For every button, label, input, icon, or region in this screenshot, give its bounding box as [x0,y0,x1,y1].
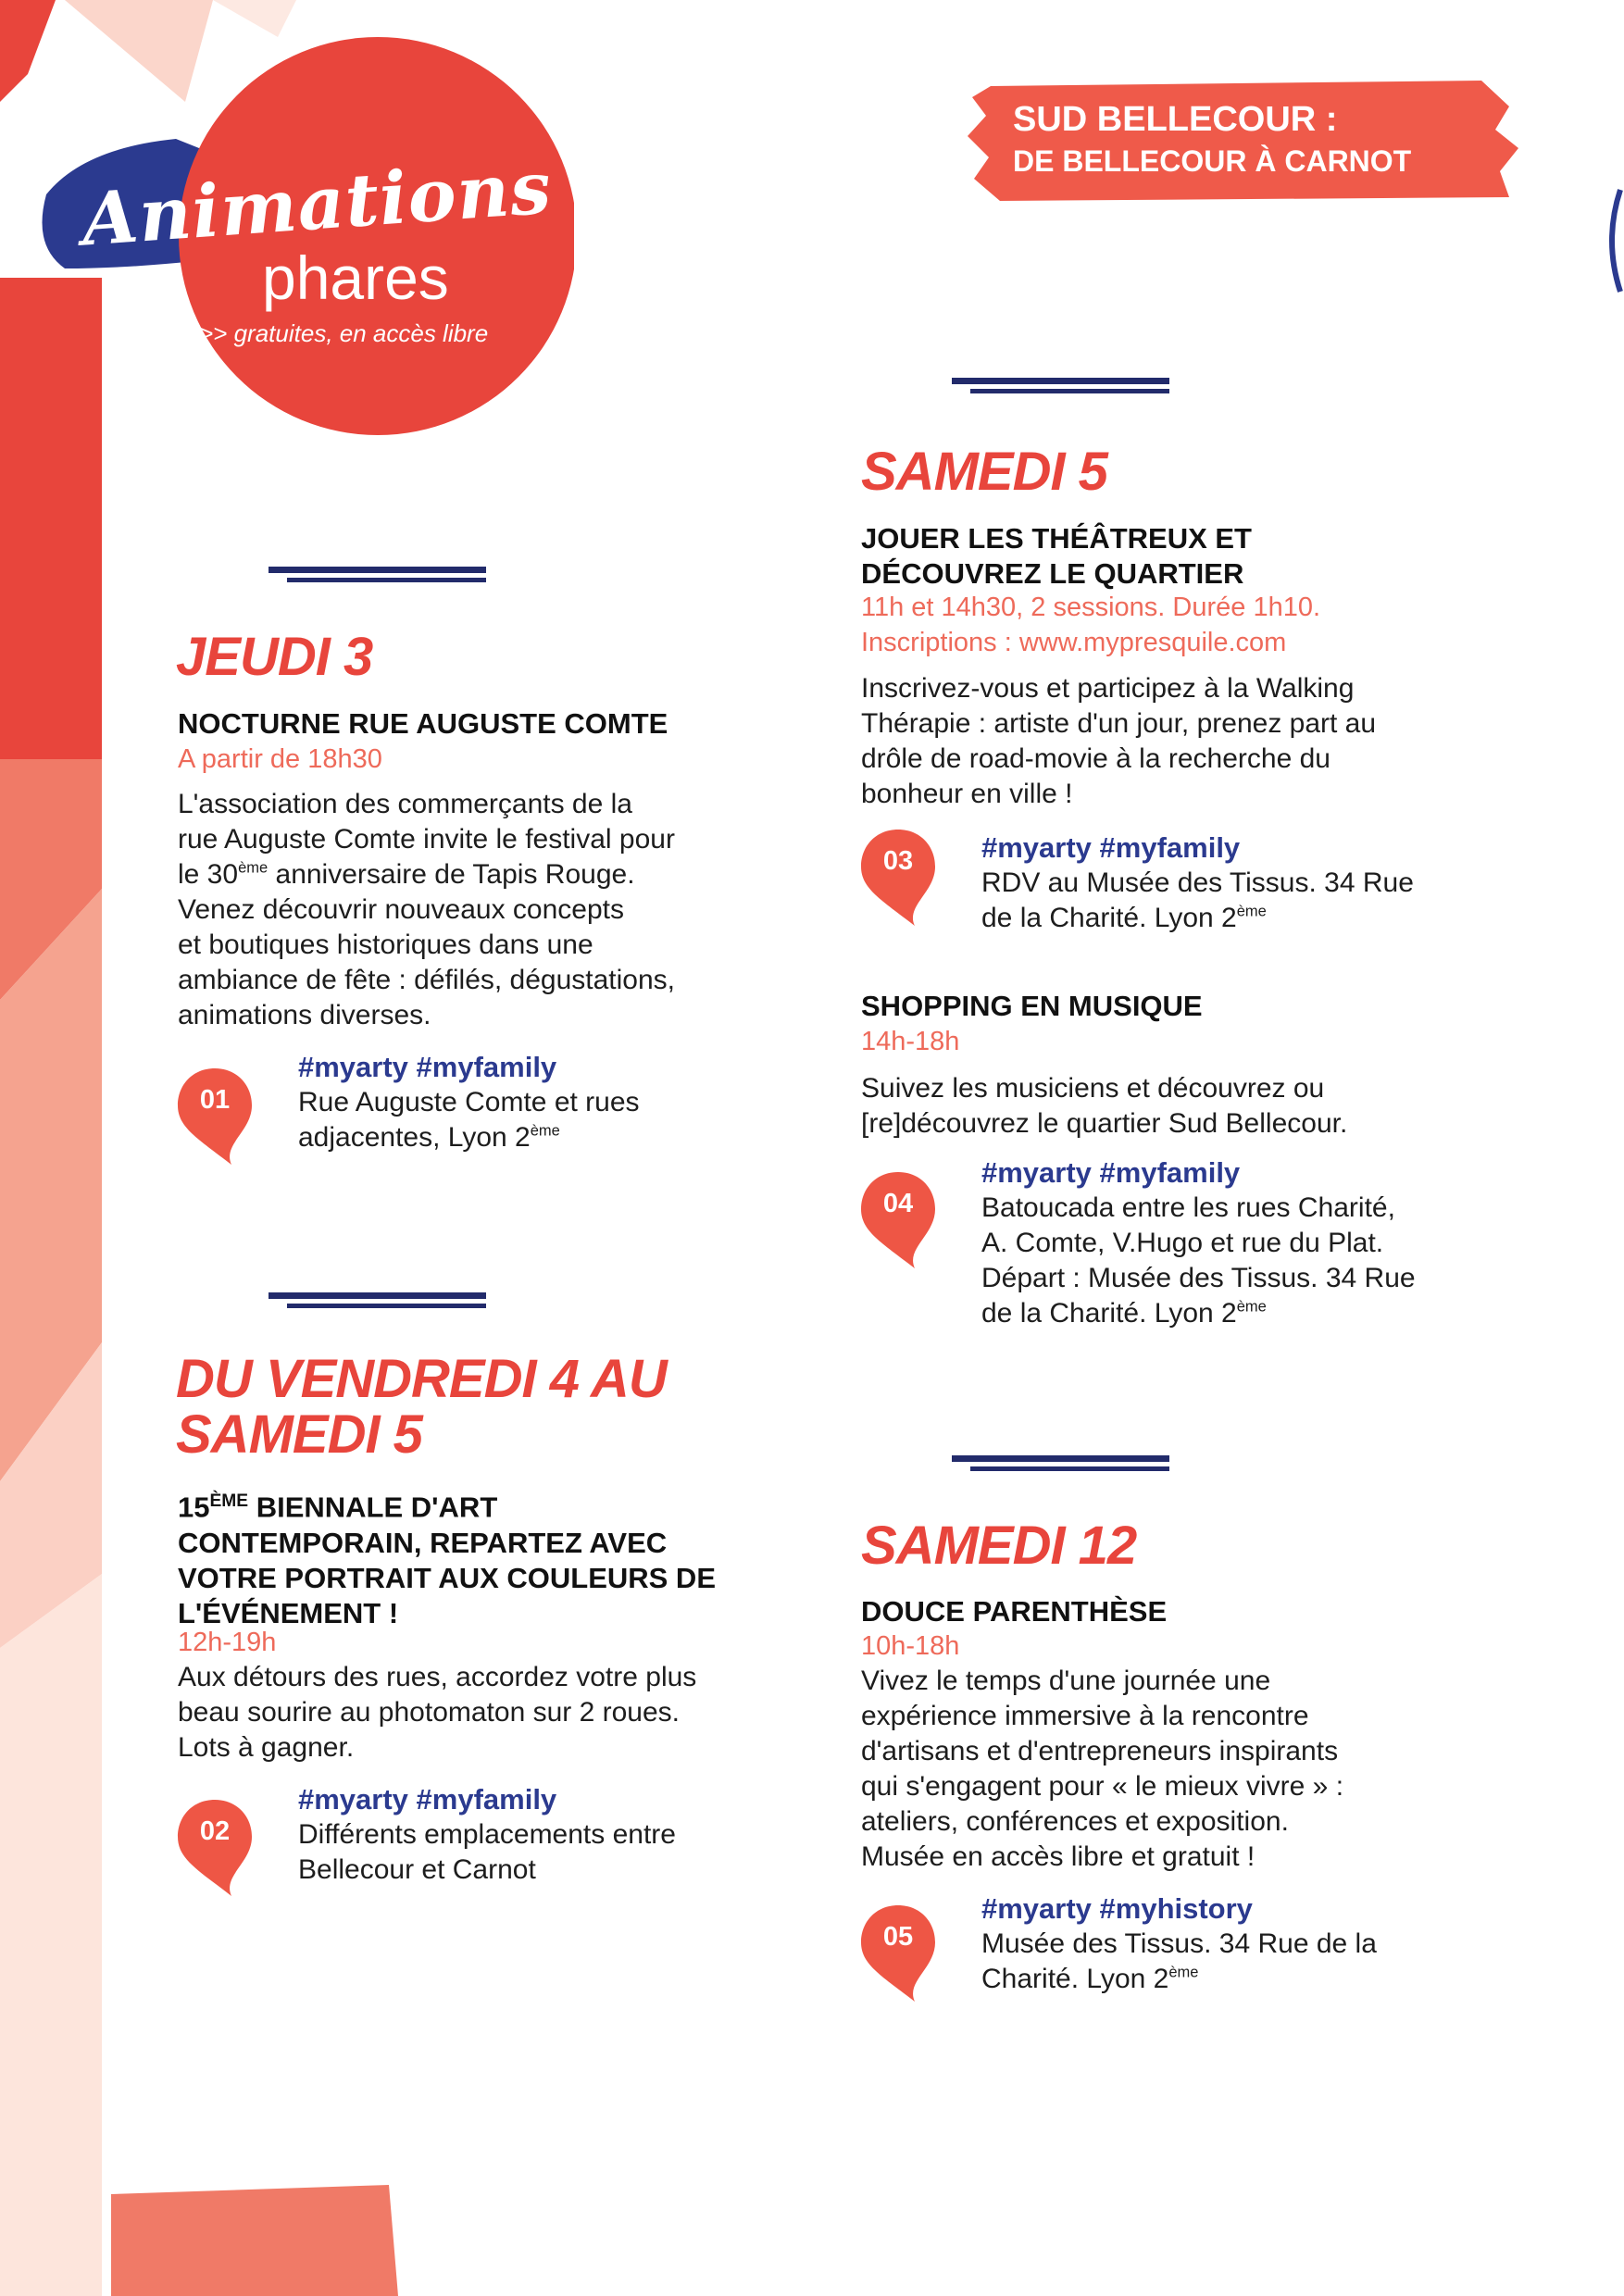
event-tags: #myarty #myfamily [981,1156,1241,1189]
event-tags: #myarty #myfamily [298,1051,557,1083]
map-pin-icon [857,826,939,928]
section-separator [952,374,1169,398]
event-time: A partir de 18h30 [178,744,382,774]
event-location: Musée des Tissus. 34 Rue de la Charité. Lyon 2ème [981,1928,1377,1994]
title-subtitle: >> gratuites, en accès libre [199,319,489,347]
event-location: Batoucada entre les rues Charité, A. Comte, V.Hugo et rue du Plat. Départ : Musée des Tissus. 34 Rue de la Charité. Lyon 2ème [981,1192,1416,1329]
event-title-douce-parenthese: DOUCE PARENTHÈSE [861,1595,1168,1628]
zone-subtitle: DE BELLECOUR À CARNOT [1013,144,1412,178]
event-time: 12h-19h [178,1628,277,1657]
event-time: 14h-18h [861,1027,960,1056]
event-tags: #myarty #myfamily [298,1783,557,1816]
zone-title: SUD BELLECOUR : [1013,100,1338,139]
zone-banner-shape [963,79,1537,204]
event-location: RDV au Musée des Tissus. 34 Rue de la Charité. Lyon 2ème [981,867,1414,933]
event-time: 11h et 14h30, 2 sessions. Durée 1h10. Inscriptions : www.mypresquile.com [861,593,1321,657]
event-number: 03 [882,846,914,876]
day-heading-samedi-12: SAMEDI 12 [861,1516,1137,1576]
event-title-nocturne: NOCTURNE RUE AUGUSTE COMTE [178,707,668,740]
event-tags: #myarty #myhistory [981,1892,1253,1925]
event-number: 02 [199,1816,231,1846]
event-title-theatreux: JOUER LES THÉÂTREUX ET DÉCOUVREZ LE QUARTIER [861,522,1252,590]
right-edge-arc [1602,185,1624,296]
event-number: 01 [199,1085,231,1115]
event-time: 10h-18h [861,1631,960,1661]
section-separator [269,1289,486,1313]
event-location: Rue Auguste Comte et rues adjacentes, Lyon 2ème [298,1087,640,1153]
event-description: Suivez les musiciens et découvrez ou [re]découvrez le quartier Sud Bellecour. [861,1073,1348,1139]
map-pin-icon [174,1065,256,1167]
event-title-biennale: 15ÈME BIENNALE D'ART CONTEMPORAIN, REPARTEZ AVEC VOTRE PORTRAIT AUX COULEURS DE L'ÉVÉNEMENT ! [178,1491,716,1629]
event-description: L'association des commerçants de la rue Auguste Comte invite le festival pour le 30ème anniversaire de Tapis Rouge. Venez découvrir nouveaux concepts et boutiques historiques dans une ambiance de fête : défilés, dégustations, animations diverses. [178,789,676,1030]
map-pin-icon [857,1168,939,1270]
section-separator [952,1452,1169,1476]
title-phares: phares [262,243,449,312]
section-separator [269,563,486,587]
event-number: 05 [882,1922,914,1952]
event-description: Vivez le temps d'une journée une expérience immersive à la rencontre d'artisans et d'entrepreneurs inspirants qui s'engagent pour « le mieux vivre » : ateliers, conférences et exposition. Musée en accès libre et gratuit ! [861,1666,1344,1872]
event-description: Inscrivez-vous et participez à la Walking Thérapie : artiste d'un jour, prenez part au drôle de road-movie à la recherche du bonheur en ville ! [861,673,1377,809]
event-title-shopping: SHOPPING EN MUSIQUE [861,990,1203,1022]
event-tags: #myarty #myfamily [981,831,1241,864]
bottom-decoration [111,2185,407,2296]
day-heading-jeudi-3: JEUDI 3 [176,627,373,687]
day-heading-vendredi-samedi: DU VENDREDI 4 AU SAMEDI 5 [176,1349,667,1465]
title-animations: Animations [79,145,555,263]
event-location: Différents emplacements entre Bellecour et Carnot [298,1819,676,1885]
map-pin-icon [174,1796,256,1898]
map-pin-icon [857,1902,939,2003]
day-heading-samedi-5: SAMEDI 5 [861,442,1107,502]
event-number: 04 [882,1189,914,1218]
event-description: Aux détours des rues, accordez votre plus beau sourire au photomaton sur 2 roues. Lots à gagner. [178,1662,697,1763]
